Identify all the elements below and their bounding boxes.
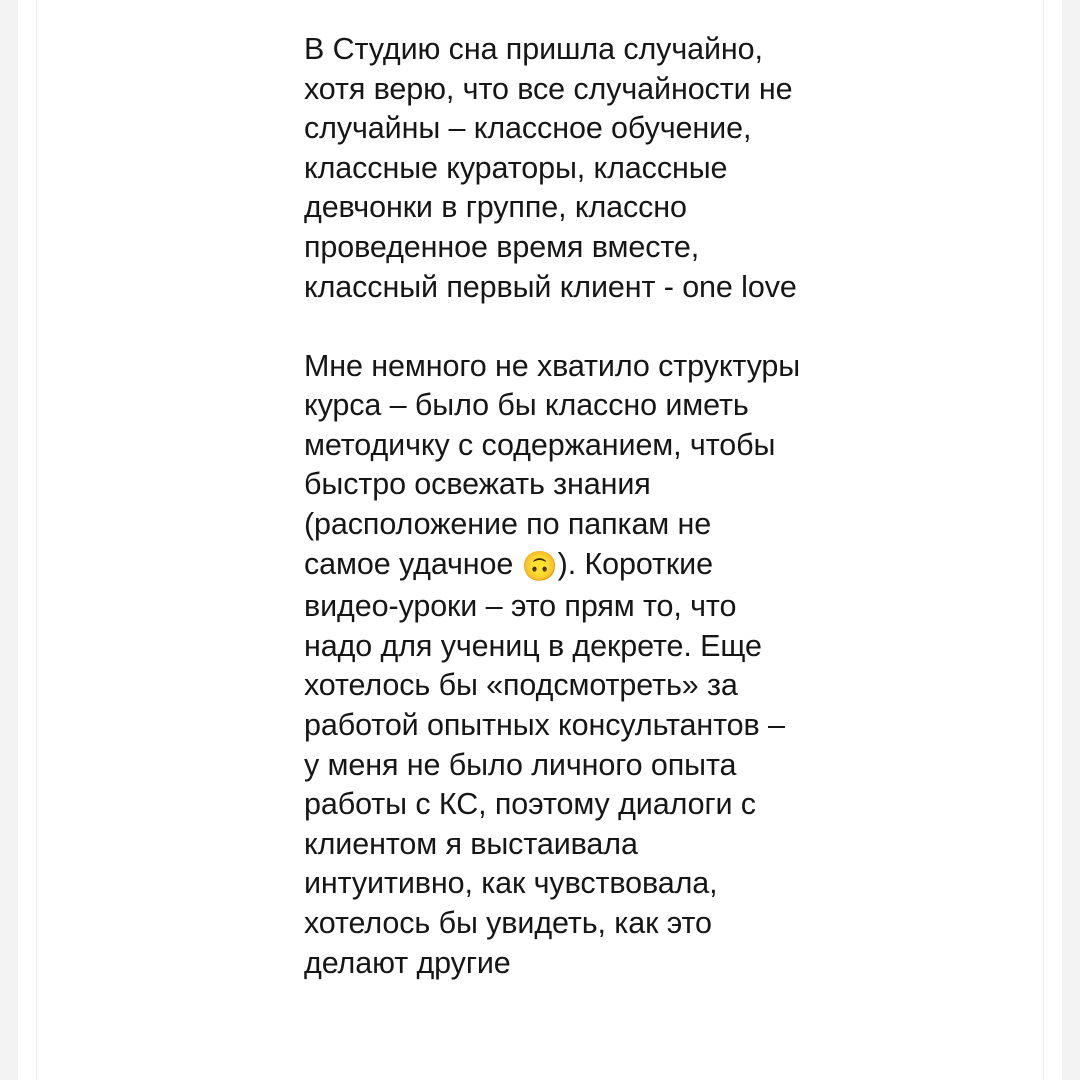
upside-down-face-emoji: 🙃: [521, 550, 558, 583]
post-content-card: [18, 0, 1062, 1080]
post-paragraph-second-part-two: ). Короткие видео-уроки – это прям то, что надо для учениц в декрете. Еще хотелось бы «подсмотреть» за работой опытных консультантов – у меня не было личного опыта работы с КС, поэтому диалоги с клиентом я выстаивала интуитивно, как чувствовала, хотелось бы увидеть, как это делают другие: [304, 546, 794, 980]
post-paragraph-second: [304, 347, 809, 984]
post-text-column: [304, 30, 809, 983]
right-edge-divider: [1043, 0, 1044, 1080]
left-gutter: [0, 0, 18, 1080]
post-paragraph-second-part-one: Мне немного не хватило структуры курса – было бы классно иметь методичку с содержанием, чтобы быстро освежать знания (расположение по папкам не самое удачное: [304, 348, 809, 581]
left-edge-divider: [36, 0, 37, 1080]
right-gutter: [1062, 0, 1080, 1080]
post-paragraph-first: В Студию сна пришла случайно, хотя верю, что все случайности не случайны – классное обучение, классные кураторы, классные девчонки в группе, классно проведенное время вместе, классный первый клиент - one love: [304, 32, 801, 304]
